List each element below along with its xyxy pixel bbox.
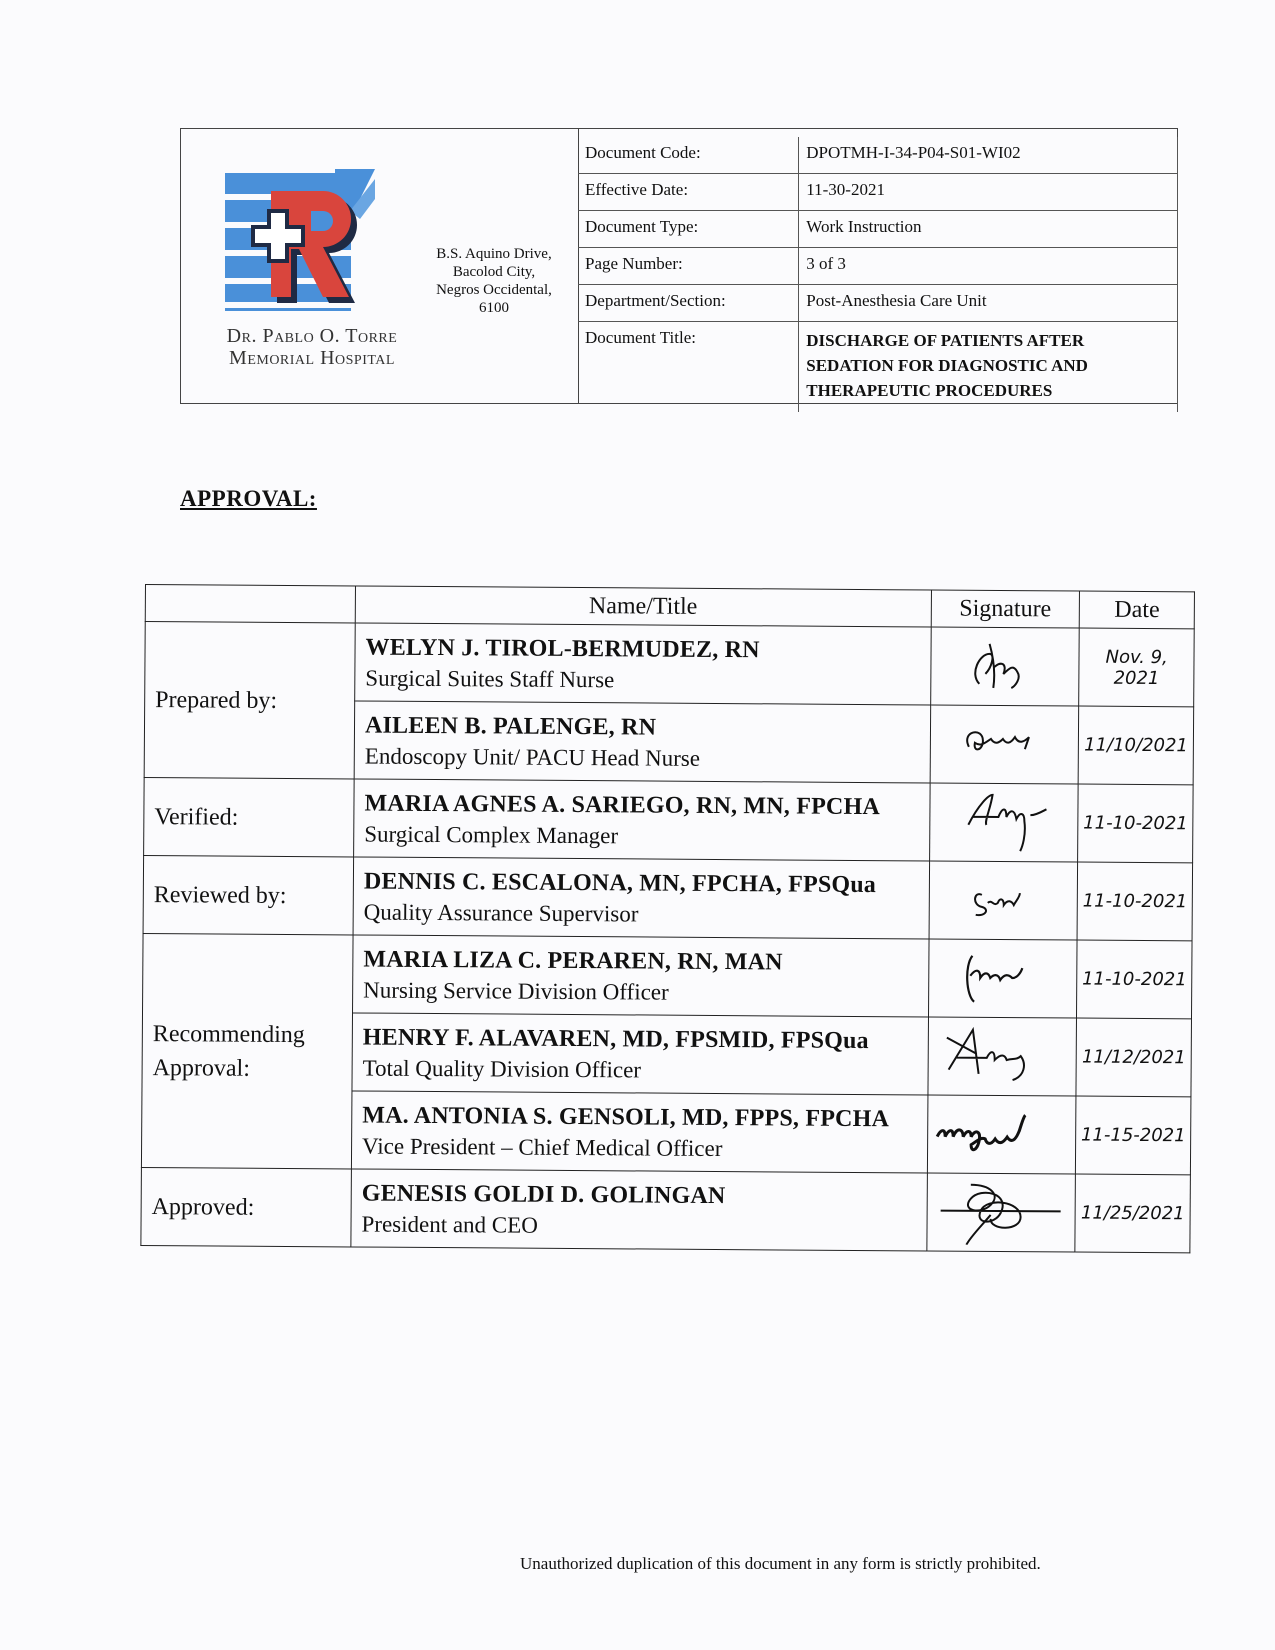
signatory-title: Vice President – Chief Medical Officer [362, 1133, 723, 1161]
signature-cell [929, 783, 1078, 862]
signatory [355, 623, 931, 705]
document-header [180, 128, 1178, 404]
signatory [351, 1091, 927, 1173]
signatory-name: MA. ANTONIA S. GENSOLI, MD, FPPS, FPCHA [362, 1102, 890, 1132]
meta-key: Effective Date: [578, 174, 799, 211]
signature-cell [927, 1095, 1076, 1174]
signature-cell [930, 705, 1079, 784]
signatory-name: DENNIS C. ESCALONA, MN, FPCHA, FPSQua [363, 868, 877, 898]
meta-row [578, 248, 1178, 285]
hospital-name-line2: Memorial Hospital [229, 347, 395, 369]
meta-key: Page Number: [578, 248, 799, 285]
approval-row [143, 855, 1193, 940]
signatory [352, 1013, 928, 1095]
logo-cell [181, 129, 579, 403]
meta-row [578, 285, 1178, 322]
handwritten-signature-icon [950, 634, 1060, 695]
signature-column-header: Signature [931, 590, 1080, 628]
hospital-name-line1: Dr. Pablo O. Torre [226, 325, 398, 347]
meta-row [578, 322, 1178, 413]
signatory-title: Total Quality Division Officer [362, 1055, 642, 1082]
signatory [354, 779, 930, 861]
role-label: Approved: [141, 1167, 352, 1246]
meta-key: Document Type: [578, 211, 799, 248]
signatory-title: Quality Assurance Supervisor [363, 899, 639, 926]
hospital-address [413, 245, 575, 317]
handwritten-signature-icon [943, 946, 1063, 1007]
meta-row [578, 174, 1178, 211]
signatory [353, 935, 929, 1017]
role-column-header [145, 585, 355, 623]
meta-row [578, 211, 1178, 248]
meta-key: Document Title: [578, 322, 799, 413]
role-label: Prepared by: [144, 622, 355, 779]
footer-notice: Unauthorized duplication of this document in any form is strictly prohibited. [520, 1554, 1041, 1573]
signatory-title: Surgical Suites Staff Nurse [365, 665, 615, 692]
date-cell: 11-15-2021 [1076, 1096, 1191, 1175]
signatory-name: WELYN J. TIROL-BERMUDEZ, RN [365, 634, 760, 663]
approval-row [145, 622, 1195, 707]
address-line: B.S. Aquino Drive, [436, 246, 552, 262]
handwritten-signature-icon [937, 1024, 1067, 1085]
hospital-name [201, 325, 423, 369]
name-column-header: Name/Title [355, 586, 931, 627]
handwritten-signature-icon [949, 785, 1059, 856]
signatory [351, 1169, 927, 1251]
signatory-name: MARIA AGNES A. SARIEGO, RN, MN, FPCHA [364, 790, 881, 820]
date-column-header: Date [1080, 591, 1195, 629]
address-line: Bacolod City, [452, 264, 536, 280]
handwritten-signature-icon [949, 717, 1059, 768]
meta-value: Work Instruction [799, 211, 1178, 248]
signatory-title: Endoscopy Unit/ PACU Head Nurse [364, 743, 701, 771]
signature-cell [928, 939, 1077, 1018]
address-line: 6100 [479, 300, 509, 316]
handwritten-signature-icon [931, 1107, 1071, 1158]
date-cell: 11-10-2021 [1078, 784, 1193, 863]
date-cell: 11/10/2021 [1078, 706, 1193, 785]
meta-key: Document Code: [578, 137, 799, 174]
document-meta-table [578, 137, 1178, 412]
signatory [353, 857, 929, 939]
meta-value: 11-30-2021 [799, 174, 1178, 211]
meta-value: 3 of 3 [799, 248, 1178, 285]
signature-cell [930, 627, 1079, 706]
handwritten-signature-icon [948, 873, 1058, 924]
date-cell: 11/12/2021 [1076, 1018, 1191, 1097]
role-label: Recommending Approval: [141, 933, 353, 1168]
signatory-title: Nursing Service Division Officer [363, 977, 669, 1005]
meta-value: Post-Anesthesia Care Unit [799, 285, 1178, 322]
signatory-name: AILEEN B. PALENGE, RN [364, 712, 657, 741]
signature-cell [929, 861, 1078, 940]
role-label: Reviewed by: [143, 855, 354, 934]
signatory-name: GENESIS GOLDI D. GOLINGAN [361, 1180, 726, 1209]
date-cell: Nov. 9, 2021 [1079, 628, 1194, 707]
hospital-logo-icon [225, 169, 375, 319]
approval-table [140, 584, 1195, 1253]
signature-cell [928, 1017, 1077, 1096]
signatory [354, 701, 930, 783]
date-cell: 11/25/2021 [1075, 1174, 1190, 1253]
document-title: DISCHARGE OF PATIENTS AFTER SEDATION FOR DIAGNOSTIC AND THERAPEUTIC PROCEDURES [799, 322, 1178, 413]
approval-row [144, 777, 1194, 862]
date-cell: 11-10-2021 [1077, 940, 1192, 1019]
approval-heading: APPROVAL: [180, 486, 317, 511]
approval-row [143, 933, 1193, 1018]
signature-cell [926, 1173, 1075, 1252]
signatory-title: President and CEO [361, 1211, 538, 1238]
signatory-name: MARIA LIZA C. PERAREN, RN, MAN [363, 946, 783, 975]
date-cell: 11-10-2021 [1077, 862, 1192, 941]
signatory-title: Surgical Complex Manager [364, 821, 619, 848]
meta-row [578, 137, 1178, 174]
approval-row [141, 1167, 1191, 1252]
role-label: Verified: [144, 777, 355, 856]
address-line: Negros Occidental, [436, 282, 552, 298]
handwritten-signature-icon [931, 1175, 1071, 1246]
meta-value: DPOTMH-I-34-P04-S01-WI02 [799, 137, 1178, 174]
signatory-name: HENRY F. ALAVAREN, MD, FPSMID, FPSQua [362, 1024, 869, 1054]
meta-key: Department/Section: [578, 285, 799, 322]
